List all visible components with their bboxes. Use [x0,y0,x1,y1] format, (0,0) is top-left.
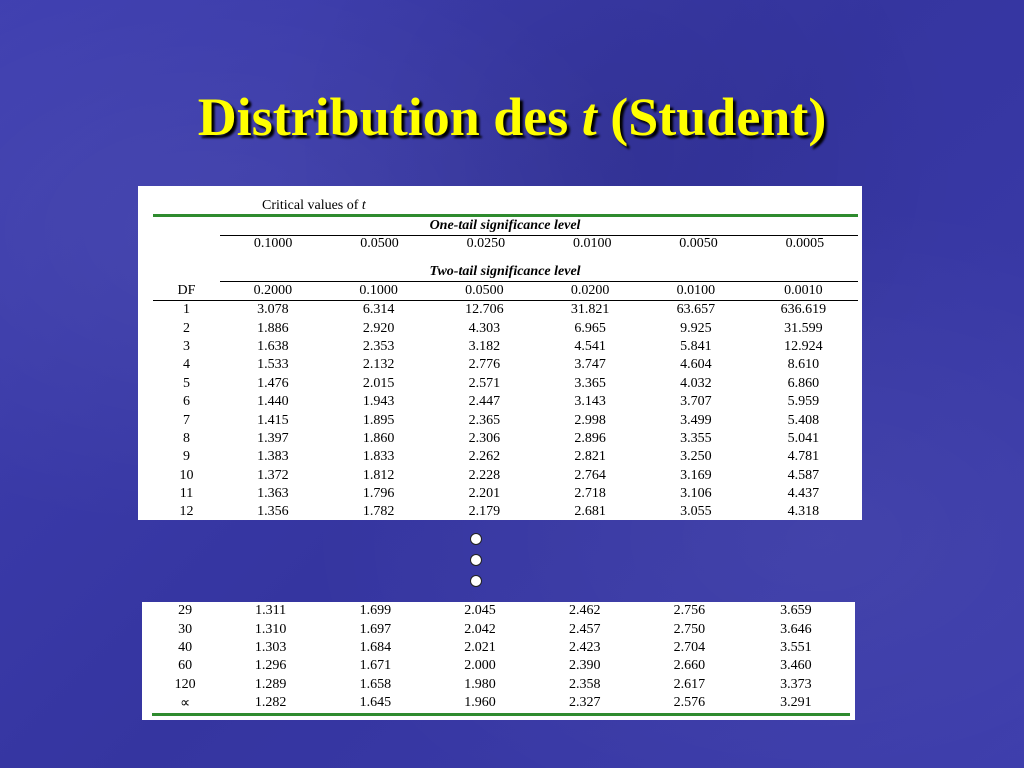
table-row [153,356,858,374]
df-cell: 40 [178,639,193,655]
critical-value-cell: 4.781 [787,449,820,465]
critical-value-cell: 1.658 [359,676,392,692]
critical-value-cell: 12.924 [784,338,823,354]
critical-value-cell: 2.998 [574,412,606,428]
table-row [153,485,858,503]
critical-value-cell: 2.896 [574,430,606,446]
table-row [153,393,858,411]
critical-value-cell: 1.638 [257,338,289,354]
critical-value-cell: 3.373 [780,676,812,692]
one-tail-header: One-tail significance level [429,218,581,233]
df-cell: 29 [178,603,193,619]
title-variable: t [581,87,597,147]
table-row [153,467,858,485]
critical-value-cell: 3.143 [574,394,606,410]
critical-value-cell: 1.363 [257,486,289,502]
critical-value-cell: 2.718 [574,486,606,502]
critical-value-cell: 3.182 [468,338,501,354]
two-tail-level-cell: 0.0010 [784,283,823,299]
title-main: Distribution des [197,87,569,147]
df-cell: 2 [182,320,190,336]
df-cell: 11 [179,486,194,502]
critical-value-cell: 1.860 [362,430,395,446]
df-cell: 10 [179,467,194,483]
critical-value-cell: 1.415 [257,412,289,428]
critical-value-cell: 2.228 [468,467,501,483]
critical-value-cell: 2.358 [568,676,601,692]
critical-value-cell: 2.462 [568,603,601,619]
critical-value-cell: 2.306 [468,430,501,446]
critical-value-cell: 1.943 [362,394,395,410]
critical-value-cell: 2.447 [468,394,501,410]
critical-value-cell: 31.821 [570,302,610,318]
critical-value-cell: 3.499 [680,412,712,428]
one-tail-level-cell: 0.0250 [466,236,506,252]
two-tail-level-cell: 0.0500 [465,283,504,299]
critical-value-cell: 2.390 [568,658,601,674]
ellipsis-dots [470,533,484,596]
two-tail-level-cell: 0.2000 [253,283,293,299]
critical-value-cell: 1.397 [257,430,289,446]
slide-title [0,88,1024,147]
one-tail-level-cell: 0.0500 [360,236,399,252]
critical-value-cell: 1.980 [464,676,496,692]
critical-value-cell: 1.645 [359,695,392,711]
critical-value-cell: 2.327 [568,695,601,711]
critical-value-cell: 2.576 [673,695,706,711]
critical-value-cell: 2.571 [468,375,501,391]
table-row [152,620,850,638]
critical-value-cell: 1.671 [359,658,392,674]
critical-value-cell: 2.042 [464,621,496,637]
critical-value-cell: 5.841 [680,338,712,354]
critical-value-cell: 1.697 [359,621,392,637]
df-cell: 4 [182,357,190,373]
table-row [153,503,858,520]
critical-values-table-bottom [142,602,855,720]
table-row [153,301,858,319]
critical-value-cell: 2.132 [362,357,395,373]
critical-value-cell: 1.782 [362,504,395,520]
critical-value-cell: 3.250 [680,449,712,465]
df-cell: 12 [179,504,194,520]
critical-value-cell: 3.646 [780,621,812,637]
table-row [153,319,858,337]
critical-value-cell: 3.106 [680,486,712,502]
df-cell: 1 [182,302,190,318]
critical-value-cell: 1.812 [362,467,395,483]
one-tail-level-cell: 0.0050 [679,236,718,252]
critical-value-cell: 3.460 [780,658,812,674]
critical-value-cell: 3.659 [780,603,812,619]
critical-value-cell: 8.610 [787,357,820,373]
critical-value-cell: 1.356 [257,504,289,520]
df-cell: 6 [182,394,190,410]
critical-value-cell: 2.764 [574,467,606,483]
critical-value-cell: 31.599 [784,320,823,336]
critical-value-cell: 1.372 [257,467,289,483]
table-row [153,448,858,466]
table-row [153,430,858,448]
critical-value-cell: 2.756 [673,603,706,619]
critical-value-cell: 2.015 [362,375,395,391]
critical-value-cell: 636.619 [780,302,827,318]
critical-value-cell: 1.833 [362,449,395,465]
critical-value-cell: 6.860 [787,375,820,391]
critical-value-cell: 4.604 [680,357,712,373]
one-tail-level-cell: 0.0100 [572,236,612,252]
critical-value-cell: 2.262 [468,449,501,465]
df-cell: 9 [182,449,190,465]
table-row [153,338,858,356]
ellipsis-dot-icon [470,575,482,587]
one-tail-level-cell: 0.0005 [785,236,825,252]
critical-value-cell: 1.311 [255,603,287,619]
table-row [152,657,850,675]
one-tail-level-cell: 0.1000 [253,236,293,252]
table-row [152,602,850,620]
critical-value-cell: 2.821 [574,449,606,465]
critical-value-cell: 1.684 [359,639,392,655]
critical-value-cell: 4.318 [787,504,820,520]
critical-value-cell: 2.750 [673,621,706,637]
critical-value-cell: 1.310 [254,621,287,637]
critical-value-cell: 2.423 [568,639,601,655]
critical-value-cell: 1.886 [257,320,289,336]
df-cell: 7 [182,412,190,428]
critical-value-cell: 5.959 [787,394,820,410]
critical-value-cell: 9.925 [680,320,712,336]
critical-value-cell: 2.617 [673,676,706,692]
critical-value-cell: 1.383 [257,449,289,465]
critical-value-cell: 3.169 [680,467,712,483]
critical-value-cell: 2.457 [568,621,601,637]
critical-value-cell: 6.965 [574,320,606,336]
critical-value-cell: 3.078 [257,302,289,318]
table-caption-prefix: Critical values of [262,198,359,213]
top-green-rule [153,214,858,217]
two-tail-header: Two-tail significance level [429,264,581,279]
df-cell: 5 [182,375,190,391]
critical-value-cell: 1.960 [464,695,496,711]
critical-value-cell: 1.796 [362,486,395,502]
critical-values-table-top [138,186,862,520]
critical-value-cell: 3.055 [680,504,712,520]
two-tail-level-cell: 0.0100 [676,283,716,299]
critical-value-cell: 1.440 [257,394,289,410]
critical-value-cell: 2.201 [468,486,501,502]
critical-value-cell: 1.533 [257,357,289,373]
critical-value-cell: 2.000 [464,658,496,674]
table-row [153,411,858,429]
critical-value-cell: 3.551 [780,639,812,655]
df-cell: 3 [182,338,190,354]
two-tail-level-cell: 0.0200 [570,283,610,299]
ellipsis-dot-icon [470,533,482,545]
table-row [152,639,850,657]
critical-value-cell: 3.291 [780,695,812,711]
critical-value-cell: 1.289 [254,676,287,692]
critical-value-cell: 1.282 [254,695,287,711]
df-cell: ∝ [180,695,191,711]
critical-value-cell: 4.587 [787,467,820,483]
critical-value-cell: 12.706 [465,302,504,318]
critical-value-cell: 3.365 [574,375,606,391]
critical-value-cell: 2.681 [574,504,606,520]
title-end: (Student) [610,87,827,147]
critical-value-cell: 2.776 [468,357,501,373]
table-caption-variable: t [361,198,366,213]
table-row [152,694,850,712]
critical-value-cell: 2.660 [673,658,706,674]
critical-value-cell: 3.355 [680,430,712,446]
critical-value-cell: 5.408 [787,412,820,428]
critical-value-cell: 1.296 [254,658,287,674]
critical-value-cell: 5.041 [787,430,820,446]
critical-value-cell: 2.353 [362,338,395,354]
critical-value-cell: 2.704 [673,639,706,655]
critical-value-cell: 1.303 [254,639,287,655]
critical-value-cell: 63.657 [676,302,716,318]
critical-value-cell: 2.365 [468,412,501,428]
critical-value-cell: 6.314 [362,302,395,318]
bottom-green-rule [152,713,850,716]
critical-value-cell: 2.045 [464,603,496,619]
bottom-body-table [152,602,850,712]
critical-value-cell: 4.437 [787,486,820,502]
table-row [152,676,850,694]
critical-value-cell: 2.179 [468,504,501,520]
df-header-cell: DF [177,283,196,299]
two-tail-levels-row [153,282,858,300]
table-caption [262,198,366,214]
critical-value-cell: 4.032 [680,375,712,391]
critical-value-cell: 1.895 [362,412,395,428]
df-cell: 8 [182,430,190,446]
table-row [153,375,858,393]
df-cell: 30 [178,621,193,637]
critical-value-cell: 4.541 [574,338,606,354]
ellipsis-dot-icon [470,554,482,566]
critical-value-cell: 2.920 [362,320,395,336]
two-tail-level-cell: 0.1000 [359,283,398,299]
critical-value-cell: 4.303 [468,320,501,336]
critical-value-cell: 1.476 [257,375,289,391]
critical-value-cell: 2.021 [464,639,496,655]
top-body-table [153,301,858,520]
df-cell: 120 [174,676,196,692]
df-cell: 60 [178,658,193,674]
one-tail-levels-row [220,235,858,253]
critical-value-cell: 3.747 [574,357,606,373]
critical-value-cell: 1.699 [359,603,392,619]
critical-value-cell: 3.707 [680,394,712,410]
